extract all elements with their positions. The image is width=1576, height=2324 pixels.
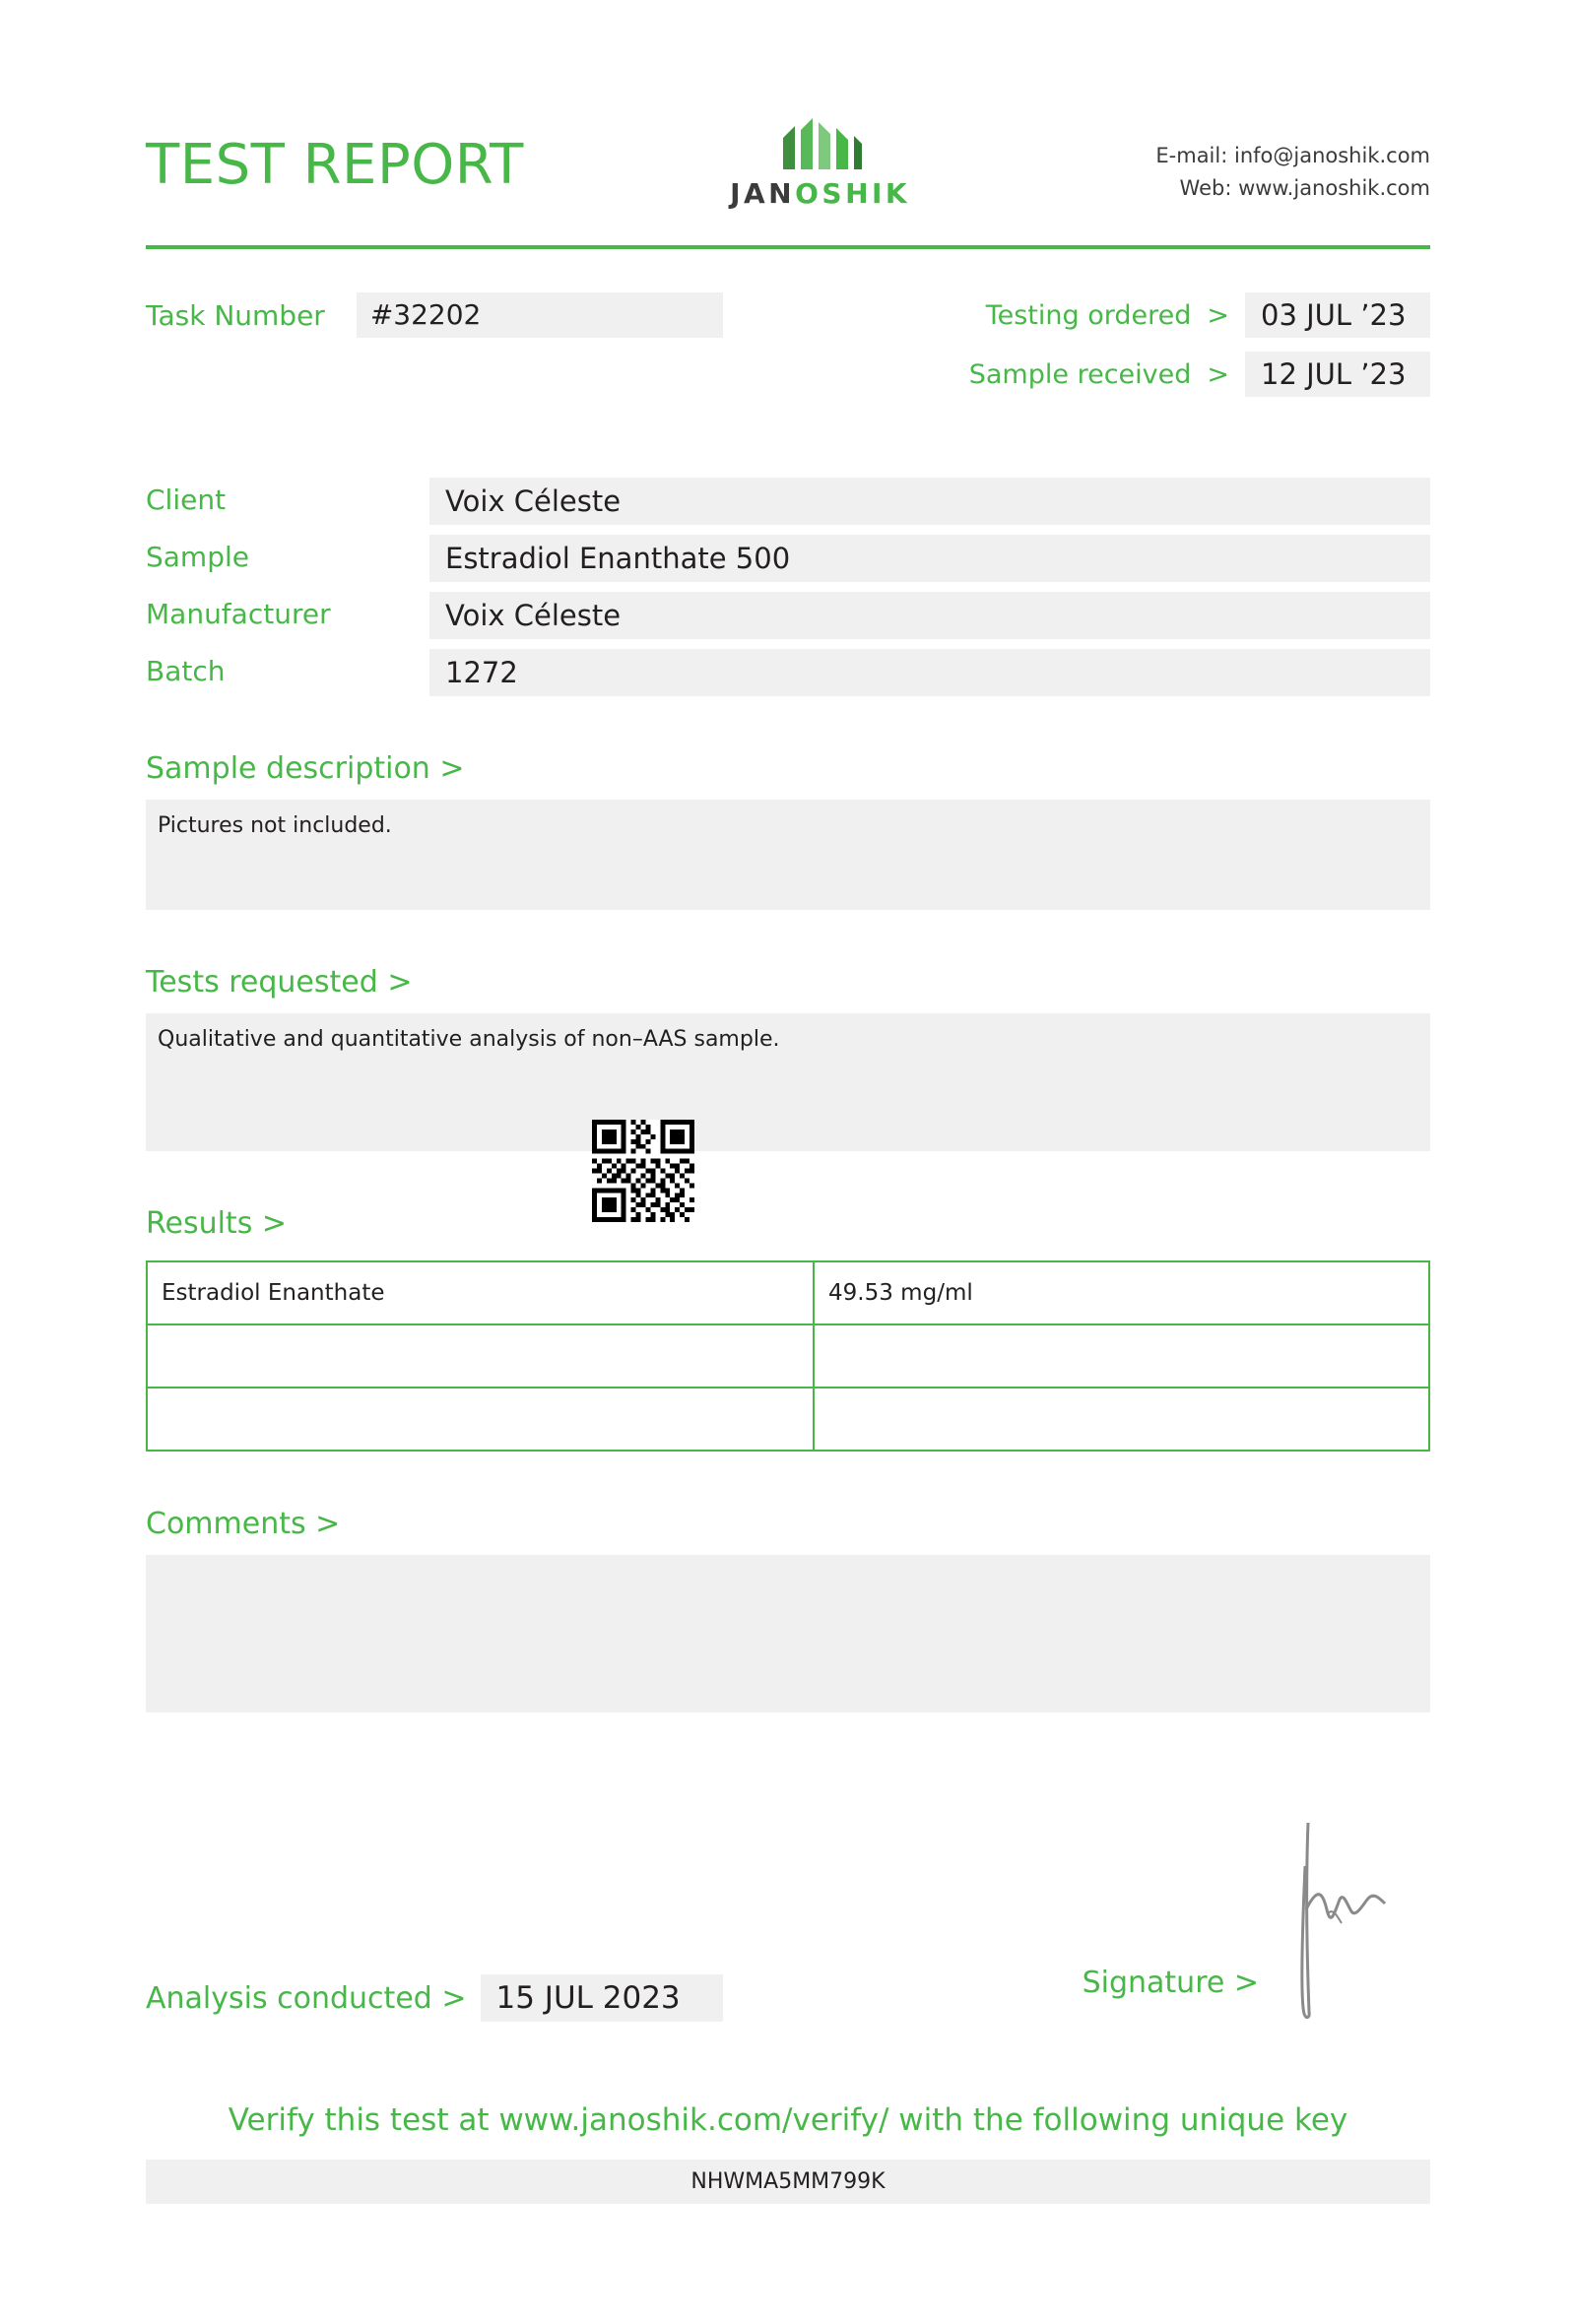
result-name-2 <box>147 1324 814 1388</box>
analysis-conducted-group <box>146 1974 723 2022</box>
analysis-conducted-date: 15 JUL 2023 <box>481 1974 723 2022</box>
table-row <box>147 1388 1429 1451</box>
info-value-sample: Estradiol Enanthate 500 <box>429 535 1430 582</box>
result-value-2 <box>814 1324 1429 1388</box>
task-number-group <box>146 292 723 338</box>
sample-received-arrow: > <box>1207 358 1229 390</box>
sample-info-table <box>146 478 1430 696</box>
unique-key: NHWMA5MM799K <box>146 2160 1430 2204</box>
analysis-conducted-label: Analysis conducted > <box>146 1980 467 2016</box>
info-row-manufacturer <box>146 592 1430 639</box>
info-row-client <box>146 478 1430 525</box>
logo-word-green: OSHIK <box>795 177 911 210</box>
signature-label: Signature > <box>1082 1966 1259 2000</box>
sample-received-value: 12 JUL ’23 <box>1245 352 1430 397</box>
info-value-client: Voix Céleste <box>429 478 1430 525</box>
mountains-icon <box>775 116 866 171</box>
verify-text: Verify this test at www.janoshik.com/verify/ with the following unique key <box>228 2102 1348 2138</box>
results-title: Results > <box>146 1206 287 1241</box>
tests-requested-box: Qualitative and quantitative analysis of non–AAS sample. <box>146 1013 1430 1151</box>
signature-mark <box>1277 1815 1395 2022</box>
tests-requested-title: Tests requested > <box>146 965 413 1000</box>
header-divider <box>146 245 1430 249</box>
signature-group <box>1083 1815 1395 2022</box>
info-value-batch: 1272 <box>429 649 1430 696</box>
page-title: TEST REPORT <box>146 133 524 197</box>
info-label-manufacturer: Manufacturer <box>146 598 331 630</box>
testing-ordered-row <box>969 292 1430 338</box>
sample-description-title: Sample description > <box>146 751 465 786</box>
logo-word-dark: JAN <box>730 177 796 210</box>
qr-code-image <box>592 1120 694 1222</box>
info-label-client: Client <box>146 484 227 516</box>
sample-description-box: Pictures not included. <box>146 800 1430 910</box>
table-row <box>147 1261 1429 1324</box>
info-label-batch: Batch <box>146 655 226 687</box>
dates-group <box>969 292 1430 411</box>
contact-block <box>1155 140 1430 204</box>
sample-received-label: Sample received <box>968 358 1192 390</box>
table-row <box>147 1324 1429 1388</box>
report-header <box>146 0 1430 210</box>
comments-title: Comments > <box>146 1507 341 1541</box>
sample-received-row <box>969 352 1430 397</box>
result-name-3 <box>147 1388 814 1451</box>
testing-ordered-value: 03 JUL ’23 <box>1245 292 1430 338</box>
contact-email: E-mail: info@janoshik.com <box>1155 144 1430 167</box>
results-table <box>146 1260 1430 1452</box>
info-value-manufacturer: Voix Céleste <box>429 592 1430 639</box>
testing-ordered-label: Testing ordered <box>985 299 1192 331</box>
result-value-3 <box>814 1388 1429 1451</box>
task-number-label: Task Number <box>146 298 325 332</box>
info-label-sample: Sample <box>146 541 249 573</box>
results-header <box>146 1151 1430 1255</box>
contact-web: Web: www.janoshik.com <box>1179 175 1430 200</box>
signature-row <box>146 1815 1430 2022</box>
testing-ordered-arrow: > <box>1207 299 1229 331</box>
logo-wordmark <box>730 177 910 210</box>
result-name-1: Estradiol Enanthate <box>147 1261 814 1324</box>
info-row-batch <box>146 649 1430 696</box>
qr-code <box>592 1120 694 1226</box>
result-value-1: 49.53 mg/ml <box>814 1261 1429 1324</box>
comments-box <box>146 1555 1430 1712</box>
task-row <box>146 292 1430 411</box>
task-number-value: #32202 <box>357 292 723 338</box>
janoshik-logo <box>730 116 910 210</box>
info-row-sample <box>146 535 1430 582</box>
